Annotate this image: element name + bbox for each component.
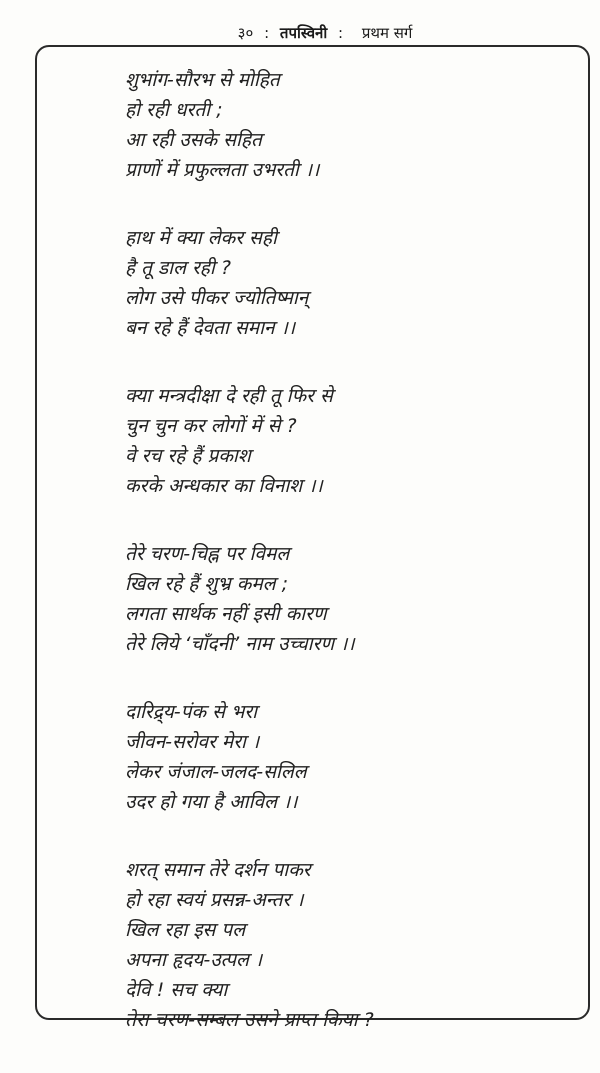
poem-line: तेरा चरण-सम्बल उसने प्राप्त किया ?: [125, 1009, 374, 1031]
poem-line: शरत् समान तेरे दर्शन पाकर: [125, 859, 311, 881]
poem-line: है तू डाल रही ?: [125, 257, 231, 279]
poem-line: प्राणों में प्रफुल्लता उभरती ।।: [125, 159, 320, 181]
poem-line: दारिद्र्य-पंक से भरा: [125, 701, 258, 723]
poem-line: तेरे चरण-चिह्न पर विमल: [125, 543, 290, 565]
chapter-title: प्रथम सर्ग: [361, 24, 413, 42]
poem-line: जीवन-सरोवर मेरा ।: [125, 731, 260, 753]
book-title: तपस्विनी: [279, 24, 328, 42]
poem-line: बन रहे हैं देवता समान ।।: [125, 317, 296, 339]
poem-line: लेकर जंजाल-जलद-सलिल: [125, 761, 307, 783]
stanza-3: [125, 381, 545, 501]
poem-line: हो रहा स्वयं प्रसन्न-अन्तर ।: [125, 889, 304, 911]
poem-line: शुभांग-सौरभ से मोहित: [125, 69, 280, 91]
poem-line: तेरे लिये ‘चाँदनी’ नाम उच्चारण ।।: [125, 633, 355, 655]
poem-body: [125, 65, 545, 1073]
poem-line: अपना हृदय-उत्पल ।: [125, 949, 263, 971]
header-separator: :: [264, 24, 270, 42]
stanza-5: [125, 697, 545, 817]
header-separator-2: :: [338, 24, 344, 42]
page-header: [0, 18, 600, 48]
poem-line: करके अन्धकार का विनाश ।।: [125, 475, 323, 497]
stanza-4: [125, 539, 545, 659]
poem-line: हाथ में क्या लेकर सही: [125, 227, 277, 249]
poem-line: वे रच रहे हैं प्रकाश: [125, 445, 251, 467]
poem-line: उदर हो गया है आविल ।।: [125, 791, 298, 813]
poem-line: आ रही उसके सहित: [125, 129, 262, 151]
poem-line: लोग उसे पीकर ज्योतिष्मान्: [125, 287, 309, 309]
stanza-6: [125, 855, 545, 1035]
page-number: ३०: [237, 24, 254, 42]
poem-line: हो रही धरती ;: [125, 99, 223, 121]
poem-line: खिल रहा इस पल: [125, 919, 246, 941]
poem-line: क्या मन्त्रदीक्षा दे रही तू फिर से: [125, 385, 333, 407]
stanza-1: [125, 65, 545, 185]
poem-line: खिल रहे हैं शुभ्र कमल ;: [125, 573, 289, 595]
poem-line: चुन चुन कर लोगों में से ?: [125, 415, 297, 437]
poem-line: लगता सार्थक नहीं इसी कारण: [125, 603, 327, 625]
stanza-2: [125, 223, 545, 343]
poem-line: देवि ! सच क्या: [125, 979, 228, 1001]
